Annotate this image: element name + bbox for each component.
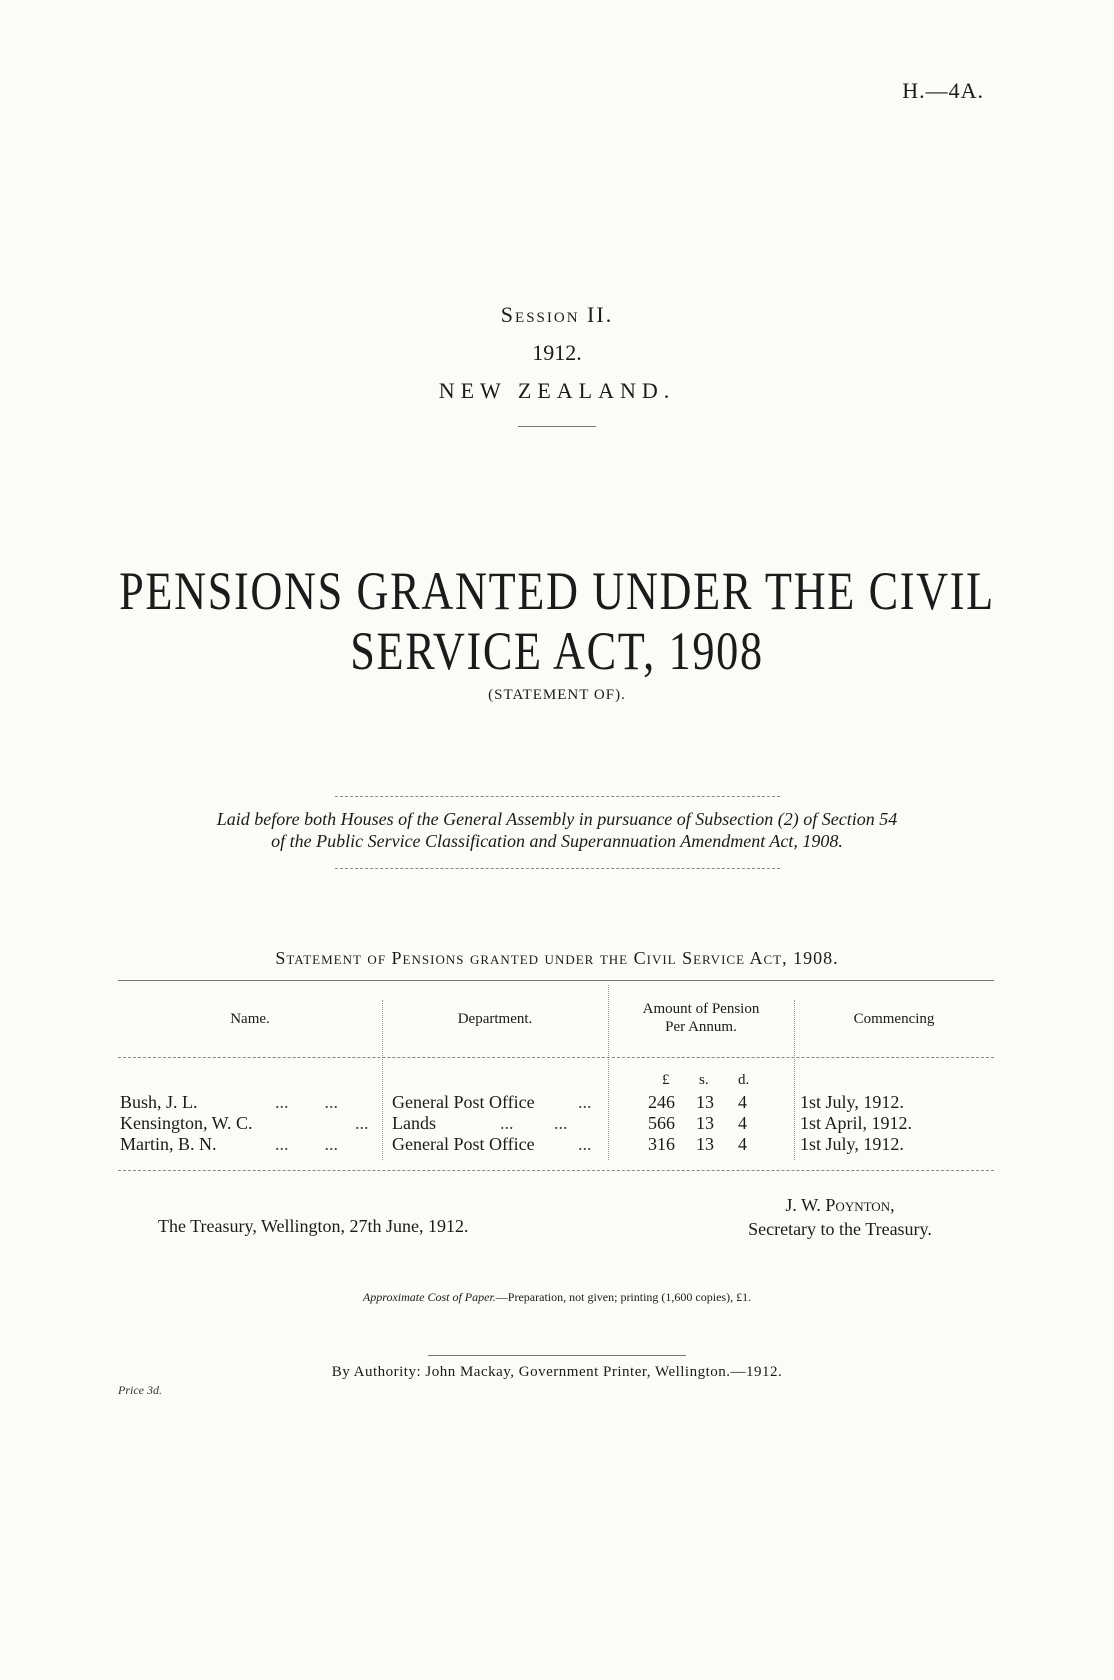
divider [335,796,780,797]
year-label: 1912. [532,340,582,365]
document-code: H.—4A. [902,78,984,103]
row-1-commencing: 1st July, 1912. [800,1092,904,1112]
leader-dots: ... ... [500,1113,568,1133]
laid-line-2: of the Public Service Classification and Superannuation Amendment Act, 1908. [271,831,843,851]
row-1-name: Bush, J. L. [120,1092,198,1112]
row-1-shillings: 13 [696,1092,714,1112]
leader-dots: ... ... [275,1092,338,1112]
signatory-name: J. W. Poynton, [785,1195,895,1215]
row-3-department: General Post Office [392,1134,535,1154]
row-1-pence: 4 [738,1092,747,1112]
header-commencing: Commencing [853,1011,935,1027]
unit-pounds: £ [662,1072,670,1088]
printer-authority: By Authority: John Mackay, Government Printer, Wellington.—1912. [331,1364,783,1380]
divider [335,868,780,869]
header-name: Name. [230,1011,270,1027]
row-3-pence: 4 [738,1134,747,1154]
page-title-line-2: SERVICE ACT, 1908 [350,621,764,681]
unit-pence: d. [738,1072,750,1088]
row-3-pounds: 316 [648,1134,675,1154]
leader-dots: ... [578,1092,592,1112]
cost-note [0,1290,1114,1305]
cost-label: Approximate Cost of Paper. [362,1290,496,1304]
laid-line-1: Laid before both Houses of the General Assembly in pursuance of Subsection (2) of Section 54 [216,809,898,829]
page-title-line-1: PENSIONS GRANTED UNDER THE CIVIL [119,561,995,621]
row-2-department: Lands [392,1113,436,1133]
divider [518,426,596,427]
table-title: Statement of Pensions granted under the Civil Service Act, 1908. [275,948,839,968]
price-label: Price 3d. [118,1383,162,1397]
leader-dots: ... [578,1134,592,1154]
signatory-block [700,1193,980,1241]
column-divider [608,985,609,1160]
unit-shillings: s. [699,1072,709,1088]
header-amount-line-2: Per Annum. [665,1019,737,1035]
row-2-shillings: 13 [696,1113,714,1133]
row-3-name: Martin, B. N. [120,1134,217,1154]
row-3-commencing: 1st July, 1912. [800,1134,904,1154]
session-label: Session II. [500,302,614,327]
header-department: Department. [457,1011,533,1027]
header-amount [608,1000,794,1036]
column-divider [382,1000,383,1160]
row-2-pence: 4 [738,1113,747,1133]
row-2-pounds: 566 [648,1113,675,1133]
leader-dots: ... ... [275,1134,338,1154]
row-1-department: General Post Office [392,1092,535,1112]
column-divider [794,1000,795,1160]
divider [428,1355,686,1356]
leader-dots: ... [355,1113,369,1133]
place-date: The Treasury, Wellington, 27th June, 1912. [158,1216,469,1236]
row-3-shillings: 13 [696,1134,714,1154]
header-amount-line-1: Amount of Pension [642,1001,760,1017]
cost-text: —Preparation, not given; printing (1,600 copies), £1. [495,1290,752,1304]
row-2-name: Kensington, W. C. [120,1113,253,1133]
signatory-title: Secretary to the Treasury. [748,1219,932,1239]
country-label: NEW ZEALAND. [438,378,676,403]
page-subtitle: (STATEMENT OF). [488,687,626,703]
table-bottom-rule [118,1170,994,1171]
header-rule [118,1057,994,1058]
laid-before-statement [0,808,1114,852]
row-2-commencing: 1st April, 1912. [800,1113,913,1133]
table-top-rule [118,980,994,981]
row-1-pounds: 246 [648,1092,675,1112]
